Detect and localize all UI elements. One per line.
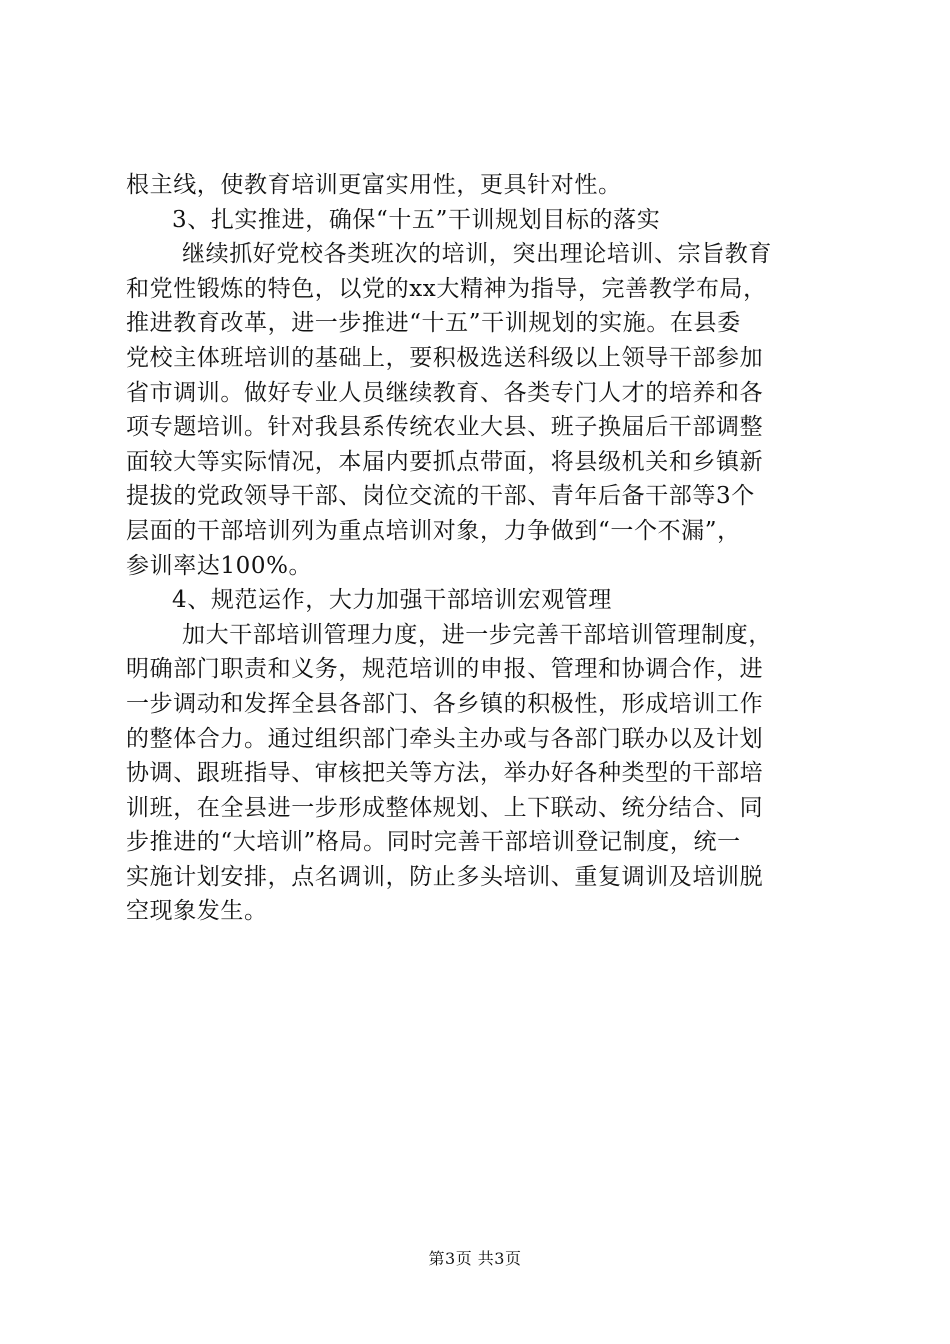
text-line: 空现象发生。 [126, 898, 268, 925]
text-line: 省市调训。做好专业人员继续教育、各类专门人才的培养和各 [126, 379, 764, 406]
text-line: 的整体合力。通过组织部门牵头主办或与各部门联办以及计划 [126, 725, 764, 752]
text-line: 推进教育改革，进一步推进“十五”干训规划的实施。在县委 [126, 310, 741, 337]
text-line: 面较大等实际情况，本届内要抓点带面，将县级机关和乡镇新 [126, 448, 764, 475]
text-line: 加大干部培训管理力度，进一步完善干部培训管理制度， [182, 621, 772, 648]
section-heading-3: 3、扎实推进，确保“十五”干训规划目标的落实 [172, 206, 661, 233]
text-line: 步推进的“大培训”格局。同时完善干部培训登记制度，统一 [126, 829, 741, 856]
document-body [126, 168, 838, 929]
text-line: 明确部门职责和义务，规范培训的申报、管理和协调合作，进 [126, 656, 764, 683]
page-number-label: 第3页 共3页 [428, 1249, 522, 1268]
text-line: 一步调动和发挥全县各部门、各乡镇的积极性，形成培训工作 [126, 690, 764, 717]
text-line: 提拔的党政领导干部、岗位交流的干部、青年后备干部等3个 [126, 483, 755, 510]
text-line: 训班，在全县进一步形成整体规划、上下联动、统分结合、同 [126, 794, 764, 821]
text-line: 层面的干部培训列为重点培训对象，力争做到“一个不漏”， [126, 517, 741, 544]
section-heading-4: 4、规范运作，大力加强干部培训宏观管理 [172, 587, 613, 614]
text-line: 参训率达100%。 [126, 552, 313, 579]
text-line: 根主线，使教育培训更富实用性，更具针对性。 [126, 172, 622, 198]
text-line: 党校主体班培训的基础上，要积极选送科级以上领导干部参加 [126, 344, 764, 371]
text-line: 协调、跟班指导、审核把关等方法，举办好各种类型的干部培 [126, 760, 764, 787]
text-line: 项专题培训。针对我县系传统农业大县、班子换届后干部调整 [126, 414, 764, 441]
text-line: 继续抓好党校各类班次的培训，突出理论培训、宗旨教育 [182, 241, 772, 268]
text-line: 和党性锻炼的特色，以党的xx大精神为指导，完善教学布局， [126, 275, 767, 302]
page-footer [0, 1246, 950, 1269]
text-line: 实施计划安排，点名调训，防止多头培训、重复调训及培训脱 [126, 863, 764, 890]
